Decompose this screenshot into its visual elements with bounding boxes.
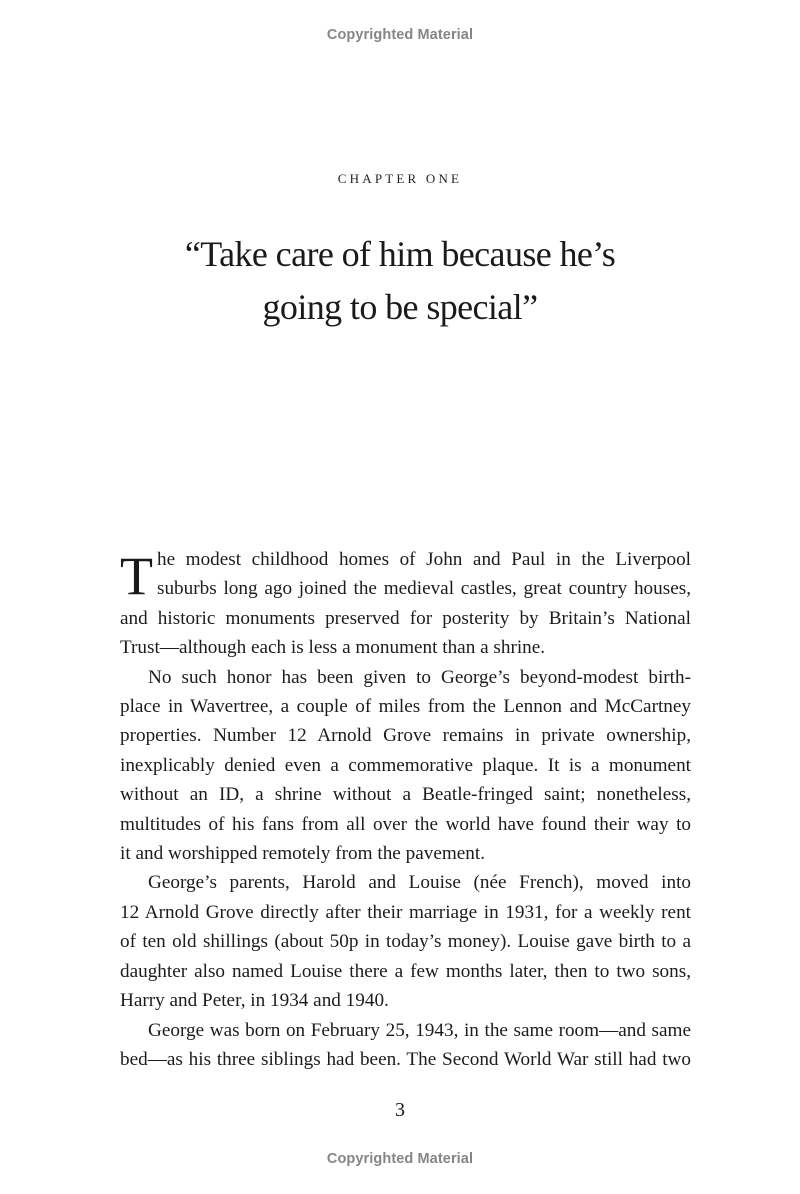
chapter-label: CHAPTER ONE [337,171,463,186]
chapter-title [0,228,800,334]
text-line: he modest childhood homes of John and Paul in the Liverpool [157,549,691,570]
text-line: Trust—although each is less a monument than a shrine. [120,637,546,659]
text-line: it and worshipped remotely from the pavement. [120,843,485,865]
copyright-watermark-top: Copyrighted Material [326,27,474,43]
text-line: of ten old shillings (about 50p in today’s money). Louise gave birth to a [120,931,691,953]
page-number: 3 [395,1099,405,1121]
text-line: suburbs long ago joined the medieval castles, great country houses, [157,578,691,600]
paragraph-1 [120,545,691,663]
text-line: daughter also named Louise there a few months later, then to two sons, [120,960,691,982]
text-line: without an ID, a shrine without a Beatle-fringed saint; nonetheless, [120,784,691,806]
copyright-watermark-bottom: Copyrighted Material [326,1151,474,1167]
paragraph-4 [120,1016,691,1075]
text-line: multitudes of his fans from all over the world have found their way to [120,813,691,835]
paragraph-2 [120,663,691,869]
text-line: No such honor has been given to George’s beyond-modest birth- [148,666,691,688]
text-line: George’s parents, Harold and Louise (née French), moved into [148,872,691,894]
text-line: place in Wavertree, a couple of miles from the Lennon and McCartney [120,696,691,718]
text-line: George was born on February 25, 1943, in the same room—and same [148,1019,691,1041]
text-line: 12 Arnold Grove directly after their marriage in 1931, for a weekly rent [120,901,691,923]
chapter-title-line-1: “Take care of him because he’s [184,234,616,274]
text-line: Harry and Peter, in 1934 and 1940. [120,990,389,1012]
text-line: properties. Number 12 Arnold Grove remains in private ownership, [120,725,691,747]
text-line: and historic monuments preserved for posterity by Britain’s National [120,607,691,629]
text-line: bed—as his three siblings had been. The Second World War still had two [120,1048,691,1070]
drop-cap: T [120,546,153,606]
text-line: inexplicably denied even a commemorative plaque. It is a monument [120,754,691,776]
paragraph-3 [120,868,691,1015]
body-text [120,545,691,1074]
chapter-title-line-2: going to be special” [262,287,538,327]
